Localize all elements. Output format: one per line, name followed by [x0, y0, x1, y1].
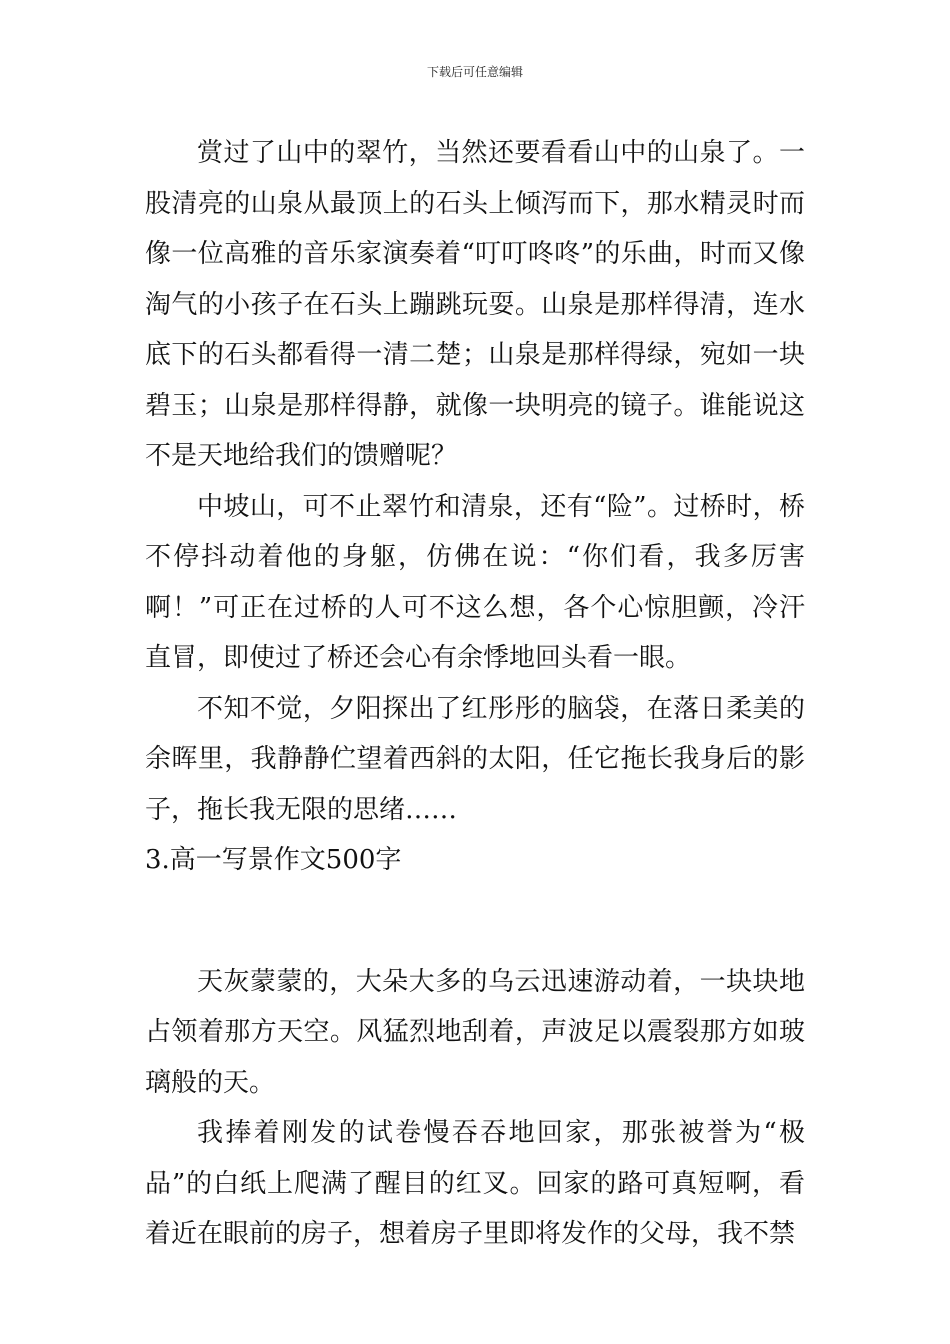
paragraph-sunset: 不知不觉，夕阳探出了红彤彤的脑袋，在落日柔美的余晖里，我静静伫望着西斜的太阳，任它拖长我身后的影子，拖长我无限的思绪……: [145, 693, 805, 825]
paragraph-spring: 赏过了山中的翠竹，当然还要看看山中的山泉了。一股清亮的山泉从最顶上的石头上倾泻而下，那水精灵时而像一位高雅的音乐家演奏着“叮叮咚咚”的乐曲，时而又像淘气的小孩子在石头上蹦跳玩耍。山泉是那样得清，连水底下的石头都看得一清二楚；山泉是那样得绿，宛如一块碧玉；山泉是那样得静，就像一块明亮的镜子。谁能说这不是天地给我们的馈赠呢？: [145, 138, 805, 471]
paragraph-bridge: 中坡山，可不止翠竹和清泉，还有“险”。过桥时，桥不停抖动着他的身躯，仿佛在说：“你们看，我多厉害啊！”可正在过桥的人可不这么想，各个心惊胆颤，冷汗直冒，即使过了桥还会心有余悸地回头看一眼。: [145, 491, 805, 673]
document-body: [145, 128, 805, 1260]
section-spacer: [145, 886, 805, 957]
section-heading: 3.高一写景作文500字: [145, 845, 402, 875]
paragraph-exam: 我捧着刚发的试卷慢吞吞地回家，那张被誉为“极品”的白纸上爬满了醒目的红叉。回家的路可真短啊，看着近在眼前的房子，想着房子里即将发作的父母，我不禁: [145, 1118, 805, 1249]
page-header: 下载后可任意编辑: [426, 65, 523, 79]
paragraph-sky: 天灰蒙蒙的，大朵大多的乌云迅速游动着，一块块地占领着那方天空。风猛烈地刮着，声波足以震裂那方如玻璃般的天。: [145, 966, 805, 1098]
